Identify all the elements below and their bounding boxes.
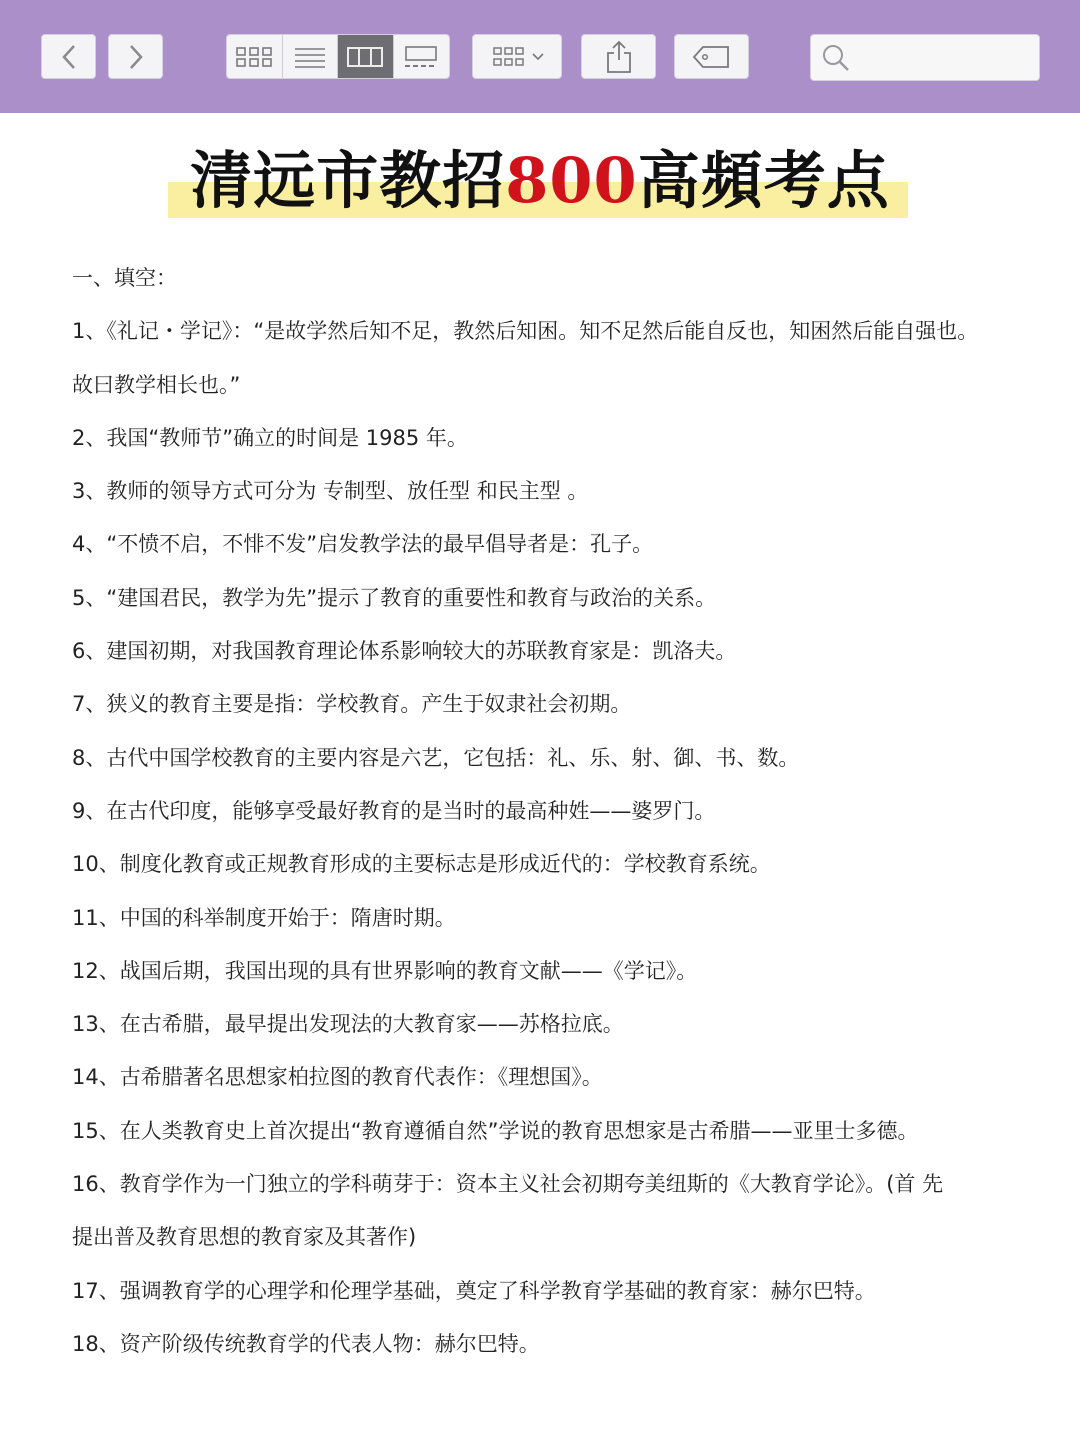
text-line: 5、“建国君民，教学为先”提示了教育的重要性和教育与政治的关系。: [72, 585, 717, 610]
text-line: 提出普及教育思想的教育家及其著作): [72, 1225, 417, 1250]
text-line: 故曰教学相长也。”: [72, 372, 241, 397]
forward-button[interactable]: [108, 34, 163, 79]
share-icon: [604, 40, 634, 74]
text-line: 11、中国的科举制度开始于：隋唐时期。: [72, 905, 456, 930]
grid-view-button[interactable]: [227, 35, 283, 78]
text-line: 9、在古代印度，能够享受最好教育的是当时的最高种姓——婆罗门。: [72, 798, 716, 823]
grid-view-icon: [235, 46, 273, 68]
view-mode-segmented-control: [226, 34, 450, 79]
group-icon: [484, 44, 550, 70]
text-line: 10、制度化教育或正规教育形成的主要标志是形成近代的：学校教育系统。: [72, 852, 771, 877]
text-line: 18、资产阶级传统教育学的代表人物：赫尔巴特。: [72, 1331, 540, 1356]
text-line: 6、建国初期，对我国教育理论体系影响较大的苏联教育家是：凯洛夫。: [72, 639, 737, 664]
column-view-icon: [346, 46, 384, 68]
tag-button[interactable]: [674, 34, 749, 79]
text-line: 12、战国后期，我国出现的具有世界影响的教育文献——《学记》。: [72, 958, 698, 983]
title-area: [0, 138, 1080, 228]
text-line: 4、“不愤不启，不悱不发”启发教学法的最早倡导者是：孔子。: [72, 532, 654, 557]
title-number: 800: [505, 144, 638, 217]
text-line: 14、古希腊著名思想家柏拉图的教育代表作：《理想国》。: [72, 1065, 603, 1090]
text-line: 1、《礼记・学记》：“是故学然后知不足，教然后知困。知不足然后能自反也，知困然后能自强也。: [72, 319, 979, 344]
text-line: 8、古代中国学校教育的主要内容是六艺，它包括：礼、乐、射、御、书、数。: [72, 745, 800, 770]
title-part-3: 高頻考点: [637, 144, 890, 217]
search-icon: [821, 43, 851, 73]
group-button[interactable]: [472, 34, 562, 79]
text-line: 7、狭义的教育主要是指：学校教育。产生于奴隶社会初期。: [72, 692, 632, 717]
text-line: 17、强调教育学的心理学和伦理学基础，奠定了科学教育学基础的教育家：赫尔巴特。: [72, 1278, 876, 1303]
document-body: [72, 252, 1032, 1371]
gallery-view-icon: [402, 45, 440, 69]
chevron-right-icon: [126, 43, 146, 71]
share-button[interactable]: [581, 34, 656, 79]
column-view-button[interactable]: [338, 35, 394, 78]
search-input[interactable]: [859, 47, 1029, 68]
text-line: 15、在人类教育史上首次提出“教育遵循自然”学说的教育思想家是古希腊——亚里士多德。: [72, 1118, 919, 1143]
list-view-button[interactable]: [283, 35, 339, 78]
chevron-left-icon: [59, 43, 79, 71]
text-line: 16、教育学作为一门独立的学科萌芽于：资本主义社会初期夸美纽斯的《大教育学论》。(首 先: [72, 1172, 944, 1197]
page-title: [190, 138, 889, 224]
section-heading: 一、填空：: [72, 266, 177, 290]
toolbar: [0, 0, 1080, 113]
gallery-view-button[interactable]: [394, 35, 449, 78]
text-line: 13、在古希腊，最早提出发现法的大教育家——苏格拉底。: [72, 1012, 624, 1037]
text-line: 3、教师的领导方式可分为 专制型、放任型 和民主型 。: [72, 479, 589, 504]
tag-icon: [692, 45, 732, 69]
title-part-1: 清远市教招: [190, 144, 506, 217]
text-line: 2、我国“教师节”确立的时间是 1985 年。: [72, 425, 468, 450]
search-field[interactable]: [810, 34, 1040, 81]
list-view-icon: [293, 46, 327, 68]
back-button[interactable]: [41, 34, 96, 79]
